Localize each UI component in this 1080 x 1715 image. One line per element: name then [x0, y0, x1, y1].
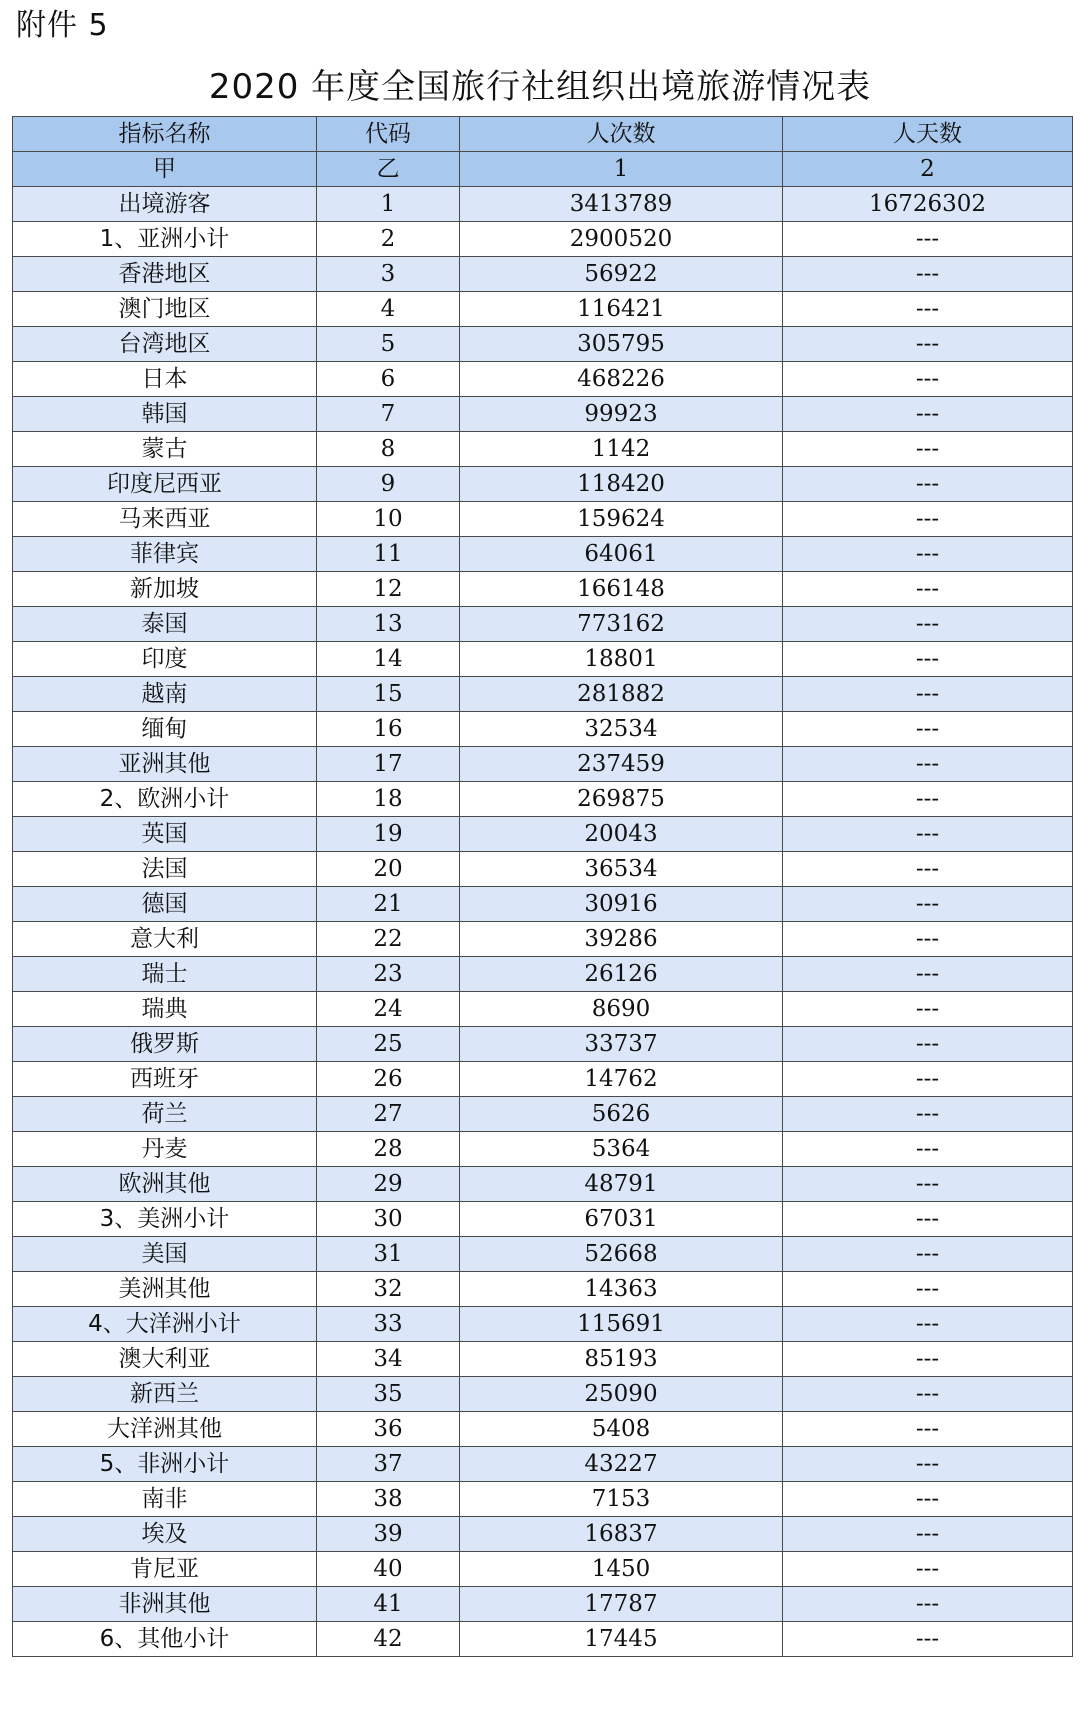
person-visits-cell: 36534: [460, 852, 783, 887]
person-days-cell: ---: [783, 1237, 1073, 1272]
table-row: [13, 992, 1073, 1027]
code-cell: 34: [317, 1342, 460, 1377]
code-cell: 3: [317, 257, 460, 292]
column-header-indicator-name: 指标名称: [13, 117, 317, 152]
person-visits-cell: 39286: [460, 922, 783, 957]
indicator-name-cell: 4、大洋洲小计: [13, 1307, 317, 1342]
indicator-name-cell: 日本: [13, 362, 317, 397]
table-row: [13, 362, 1073, 397]
person-days-cell: ---: [783, 992, 1073, 1027]
code-cell: 33: [317, 1307, 460, 1342]
indicator-name-cell: 香港地区: [13, 257, 317, 292]
code-cell: 7: [317, 397, 460, 432]
code-cell: 27: [317, 1097, 460, 1132]
person-days-cell: 16726302: [783, 187, 1073, 222]
person-days-cell: ---: [783, 222, 1073, 257]
code-cell: 16: [317, 712, 460, 747]
person-visits-cell: 115691: [460, 1307, 783, 1342]
table-row: [13, 782, 1073, 817]
person-days-cell: ---: [783, 1552, 1073, 1587]
person-days-cell: ---: [783, 1412, 1073, 1447]
code-cell: 5: [317, 327, 460, 362]
code-cell: 32: [317, 1272, 460, 1307]
person-visits-cell: 1142: [460, 432, 783, 467]
indicator-name-cell: 澳门地区: [13, 292, 317, 327]
code-cell: 37: [317, 1447, 460, 1482]
indicator-name-cell: 韩国: [13, 397, 317, 432]
indicator-name-cell: 肯尼亚: [13, 1552, 317, 1587]
attachment-label: 附件 5: [16, 8, 109, 43]
table-row: [13, 1552, 1073, 1587]
person-days-cell: ---: [783, 607, 1073, 642]
person-visits-cell: 8690: [460, 992, 783, 1027]
code-cell: 2: [317, 222, 460, 257]
person-visits-cell: 14363: [460, 1272, 783, 1307]
header-row: [13, 117, 1073, 152]
person-days-cell: ---: [783, 292, 1073, 327]
column-code-indicator-name: 甲: [13, 152, 317, 187]
code-cell: 15: [317, 677, 460, 712]
person-days-cell: ---: [783, 397, 1073, 432]
code-cell: 24: [317, 992, 460, 1027]
table-row: [13, 1132, 1073, 1167]
person-visits-cell: 159624: [460, 502, 783, 537]
person-days-cell: ---: [783, 957, 1073, 992]
code-cell: 11: [317, 537, 460, 572]
column-code-person-days: 2: [783, 152, 1073, 187]
person-visits-cell: 3413789: [460, 187, 783, 222]
person-days-cell: ---: [783, 677, 1073, 712]
indicator-name-cell: 印度尼西亚: [13, 467, 317, 502]
person-days-cell: ---: [783, 817, 1073, 852]
table-row: [13, 712, 1073, 747]
person-visits-cell: 5364: [460, 1132, 783, 1167]
person-visits-cell: 1450: [460, 1552, 783, 1587]
table-row: [13, 747, 1073, 782]
indicator-name-cell: 南非: [13, 1482, 317, 1517]
table-row: [13, 1237, 1073, 1272]
code-cell: 42: [317, 1622, 460, 1657]
indicator-name-cell: 新加坡: [13, 572, 317, 607]
indicator-name-cell: 瑞典: [13, 992, 317, 1027]
column-header-person-days: 人天数: [783, 117, 1073, 152]
indicator-name-cell: 马来西亚: [13, 502, 317, 537]
indicator-name-cell: 美洲其他: [13, 1272, 317, 1307]
table-row: [13, 222, 1073, 257]
person-days-cell: ---: [783, 1622, 1073, 1657]
person-visits-cell: 118420: [460, 467, 783, 502]
person-visits-cell: 7153: [460, 1482, 783, 1517]
table-row: [13, 1517, 1073, 1552]
table-row: [13, 1027, 1073, 1062]
person-visits-cell: 33737: [460, 1027, 783, 1062]
table-row: [13, 467, 1073, 502]
person-days-cell: ---: [783, 1377, 1073, 1412]
table-row: [13, 1167, 1073, 1202]
person-days-cell: ---: [783, 1447, 1073, 1482]
person-visits-cell: 2900520: [460, 222, 783, 257]
code-cell: 29: [317, 1167, 460, 1202]
person-days-cell: ---: [783, 467, 1073, 502]
code-cell: 17: [317, 747, 460, 782]
person-visits-cell: 269875: [460, 782, 783, 817]
indicator-name-cell: 印度: [13, 642, 317, 677]
table-row: [13, 1272, 1073, 1307]
code-cell: 31: [317, 1237, 460, 1272]
column-header-code: 代码: [317, 117, 460, 152]
column-code-person-visits: 1: [460, 152, 783, 187]
indicator-name-cell: 台湾地区: [13, 327, 317, 362]
code-cell: 28: [317, 1132, 460, 1167]
table-row: [13, 1622, 1073, 1657]
column-code-row: [13, 152, 1073, 187]
person-visits-cell: 17445: [460, 1622, 783, 1657]
indicator-name-cell: 欧洲其他: [13, 1167, 317, 1202]
indicator-name-cell: 5、非洲小计: [13, 1447, 317, 1482]
person-days-cell: ---: [783, 1027, 1073, 1062]
person-days-cell: ---: [783, 257, 1073, 292]
indicator-name-cell: 意大利: [13, 922, 317, 957]
indicator-name-cell: 缅甸: [13, 712, 317, 747]
code-cell: 41: [317, 1587, 460, 1622]
code-cell: 23: [317, 957, 460, 992]
person-visits-cell: 52668: [460, 1237, 783, 1272]
outbound-tourism-table: [12, 116, 1073, 1657]
table-row: [13, 187, 1073, 222]
indicator-name-cell: 越南: [13, 677, 317, 712]
code-cell: 1: [317, 187, 460, 222]
table-row: [13, 397, 1073, 432]
person-days-cell: ---: [783, 887, 1073, 922]
indicator-name-cell: 大洋洲其他: [13, 1412, 317, 1447]
person-visits-cell: 773162: [460, 607, 783, 642]
table-row: [13, 537, 1073, 572]
indicator-name-cell: 丹麦: [13, 1132, 317, 1167]
indicator-name-cell: 亚洲其他: [13, 747, 317, 782]
person-days-cell: ---: [783, 1272, 1073, 1307]
person-days-cell: ---: [783, 1307, 1073, 1342]
person-days-cell: ---: [783, 1202, 1073, 1237]
code-cell: 6: [317, 362, 460, 397]
person-visits-cell: 281882: [460, 677, 783, 712]
indicator-name-cell: 德国: [13, 887, 317, 922]
code-cell: 10: [317, 502, 460, 537]
code-cell: 20: [317, 852, 460, 887]
person-visits-cell: 26126: [460, 957, 783, 992]
person-days-cell: ---: [783, 922, 1073, 957]
table-row: [13, 502, 1073, 537]
code-cell: 40: [317, 1552, 460, 1587]
person-visits-cell: 14762: [460, 1062, 783, 1097]
person-days-cell: ---: [783, 1482, 1073, 1517]
indicator-name-cell: 荷兰: [13, 1097, 317, 1132]
person-days-cell: ---: [783, 1342, 1073, 1377]
table-row: [13, 1202, 1073, 1237]
indicator-name-cell: 蒙古: [13, 432, 317, 467]
column-header-person-visits: 人次数: [460, 117, 783, 152]
indicator-name-cell: 6、其他小计: [13, 1622, 317, 1657]
code-cell: 21: [317, 887, 460, 922]
code-cell: 13: [317, 607, 460, 642]
indicator-name-cell: 1、亚洲小计: [13, 222, 317, 257]
table-row: [13, 327, 1073, 362]
person-days-cell: ---: [783, 712, 1073, 747]
person-days-cell: ---: [783, 642, 1073, 677]
code-cell: 4: [317, 292, 460, 327]
person-visits-cell: 17787: [460, 1587, 783, 1622]
table-row: [13, 1307, 1073, 1342]
person-visits-cell: 468226: [460, 362, 783, 397]
person-visits-cell: 43227: [460, 1447, 783, 1482]
person-visits-cell: 18801: [460, 642, 783, 677]
indicator-name-cell: 2、欧洲小计: [13, 782, 317, 817]
table-row: [13, 642, 1073, 677]
table-row: [13, 432, 1073, 467]
code-cell: 38: [317, 1482, 460, 1517]
indicator-name-cell: 泰国: [13, 607, 317, 642]
person-visits-cell: 56922: [460, 257, 783, 292]
person-days-cell: ---: [783, 1167, 1073, 1202]
indicator-name-cell: 新西兰: [13, 1377, 317, 1412]
code-cell: 25: [317, 1027, 460, 1062]
person-days-cell: ---: [783, 1097, 1073, 1132]
person-days-cell: ---: [783, 1517, 1073, 1552]
person-visits-cell: 85193: [460, 1342, 783, 1377]
person-visits-cell: 30916: [460, 887, 783, 922]
person-days-cell: ---: [783, 572, 1073, 607]
code-cell: 35: [317, 1377, 460, 1412]
person-visits-cell: 237459: [460, 747, 783, 782]
code-cell: 26: [317, 1062, 460, 1097]
table-row: [13, 572, 1073, 607]
person-visits-cell: 99923: [460, 397, 783, 432]
indicator-name-cell: 俄罗斯: [13, 1027, 317, 1062]
table-row: [13, 1587, 1073, 1622]
column-code-code: 乙: [317, 152, 460, 187]
person-visits-cell: 116421: [460, 292, 783, 327]
table-row: [13, 887, 1073, 922]
table-row: [13, 292, 1073, 327]
person-days-cell: ---: [783, 747, 1073, 782]
code-cell: 8: [317, 432, 460, 467]
indicator-name-cell: 澳大利亚: [13, 1342, 317, 1377]
person-days-cell: ---: [783, 327, 1073, 362]
table-body: [13, 187, 1073, 1657]
table-row: [13, 1412, 1073, 1447]
code-cell: 30: [317, 1202, 460, 1237]
indicator-name-cell: 英国: [13, 817, 317, 852]
person-visits-cell: 16837: [460, 1517, 783, 1552]
table-row: [13, 957, 1073, 992]
person-visits-cell: 48791: [460, 1167, 783, 1202]
person-days-cell: ---: [783, 502, 1073, 537]
code-cell: 18: [317, 782, 460, 817]
table-row: [13, 1062, 1073, 1097]
person-days-cell: ---: [783, 1132, 1073, 1167]
person-days-cell: ---: [783, 1587, 1073, 1622]
indicator-name-cell: 菲律宾: [13, 537, 317, 572]
table-row: [13, 922, 1073, 957]
code-cell: 39: [317, 1517, 460, 1552]
code-cell: 19: [317, 817, 460, 852]
person-days-cell: ---: [783, 1062, 1073, 1097]
table-row: [13, 1447, 1073, 1482]
indicator-name-cell: 非洲其他: [13, 1587, 317, 1622]
person-days-cell: ---: [783, 537, 1073, 572]
person-visits-cell: 166148: [460, 572, 783, 607]
person-visits-cell: 25090: [460, 1377, 783, 1412]
person-days-cell: ---: [783, 432, 1073, 467]
table-row: [13, 817, 1073, 852]
person-visits-cell: 20043: [460, 817, 783, 852]
code-cell: 22: [317, 922, 460, 957]
table-row: [13, 1342, 1073, 1377]
person-visits-cell: 64061: [460, 537, 783, 572]
table-row: [13, 677, 1073, 712]
indicator-name-cell: 法国: [13, 852, 317, 887]
indicator-name-cell: 美国: [13, 1237, 317, 1272]
person-visits-cell: 5626: [460, 1097, 783, 1132]
indicator-name-cell: 瑞士: [13, 957, 317, 992]
person-days-cell: ---: [783, 362, 1073, 397]
person-visits-cell: 305795: [460, 327, 783, 362]
indicator-name-cell: 3、美洲小计: [13, 1202, 317, 1237]
person-days-cell: ---: [783, 782, 1073, 817]
table-row: [13, 852, 1073, 887]
table-row: [13, 1482, 1073, 1517]
code-cell: 36: [317, 1412, 460, 1447]
code-cell: 12: [317, 572, 460, 607]
table-row: [13, 607, 1073, 642]
page-title: 2020 年度全国旅行社组织出境旅游情况表: [208, 67, 872, 107]
person-visits-cell: 67031: [460, 1202, 783, 1237]
code-cell: 9: [317, 467, 460, 502]
person-visits-cell: 5408: [460, 1412, 783, 1447]
table-row: [13, 1097, 1073, 1132]
code-cell: 14: [317, 642, 460, 677]
indicator-name-cell: 西班牙: [13, 1062, 317, 1097]
table-row: [13, 257, 1073, 292]
person-visits-cell: 32534: [460, 712, 783, 747]
indicator-name-cell: 出境游客: [13, 187, 317, 222]
table-row: [13, 1377, 1073, 1412]
indicator-name-cell: 埃及: [13, 1517, 317, 1552]
person-days-cell: ---: [783, 852, 1073, 887]
